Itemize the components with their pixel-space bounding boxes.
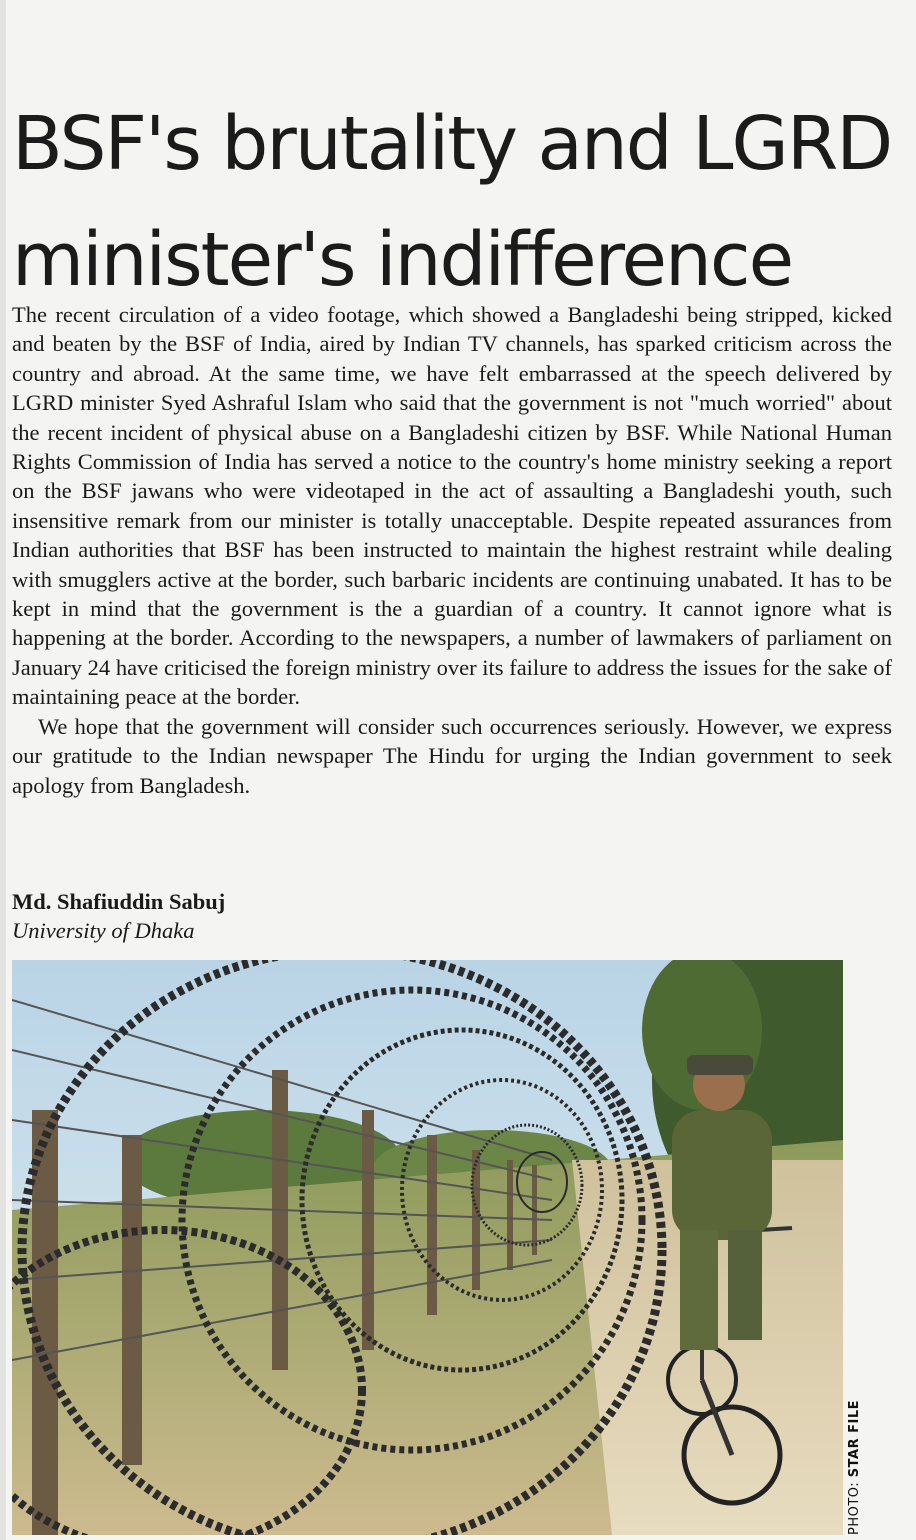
border-fence-illustration <box>12 960 843 1535</box>
letter-paragraph-1: The recent circulation of a video footage, which showed a Bangladeshi being stripped, kicked and beaten by the BSF of India, aired by Indian TV channels, has sparked criticism across the country and abroad. At the same time, we have felt embarrassed at the speech delivered by LGRD minister Syed Ashraful Islam who said that the government is not "much worried" about the recent incident of physical abuse on a Bangladeshi citizen by BSF. While National Human Rights Commission of India has served a notice to the country's home ministry seeking a report on the BSF jawans who were videotaped in the act of assaulting a Bangladeshi youth, such insensitive remark from our minister is totally unacceptable. Despite repeated assurances from Indian authorities that BSF has been instructed to maintain the highest restraint while dealing with smugglers active at the border, such barbaric incidents are continuing unabated. It has to be kept in mind that the government is the a guardian of a country. It cannot ignore what is happening at the border. According to the newspapers, a number of lawmakers of parliament on January 24 have criticised the foreign ministry over its failure to address the issues for the sake of maintaining peace at the border. <box>12 302 892 710</box>
headline-line-2: minister's indifference <box>12 217 793 303</box>
photo-credit-source: STAR FILE <box>847 1399 862 1478</box>
page-edge-shadow <box>0 0 6 1540</box>
author-name: Md. Shafiuddin Sabuj <box>12 889 226 914</box>
signature-block <box>12 887 225 946</box>
letter-paragraph-2: We hope that the government will consider such occurrences seriously. However, we express our gratitude to the Indian newspaper The Hindu for urging the Indian government to seek apology from Bangladesh. <box>12 713 892 798</box>
photo-credit-prefix: PHOTO: <box>847 1481 862 1535</box>
border-fence-photo <box>12 960 843 1535</box>
author-affiliation: University of Dhaka <box>12 918 195 944</box>
photo-credit <box>843 1400 862 1535</box>
letter-body <box>12 300 892 800</box>
headline-line-1: BSF's brutality and LGRD <box>12 101 892 187</box>
headline <box>12 86 892 318</box>
